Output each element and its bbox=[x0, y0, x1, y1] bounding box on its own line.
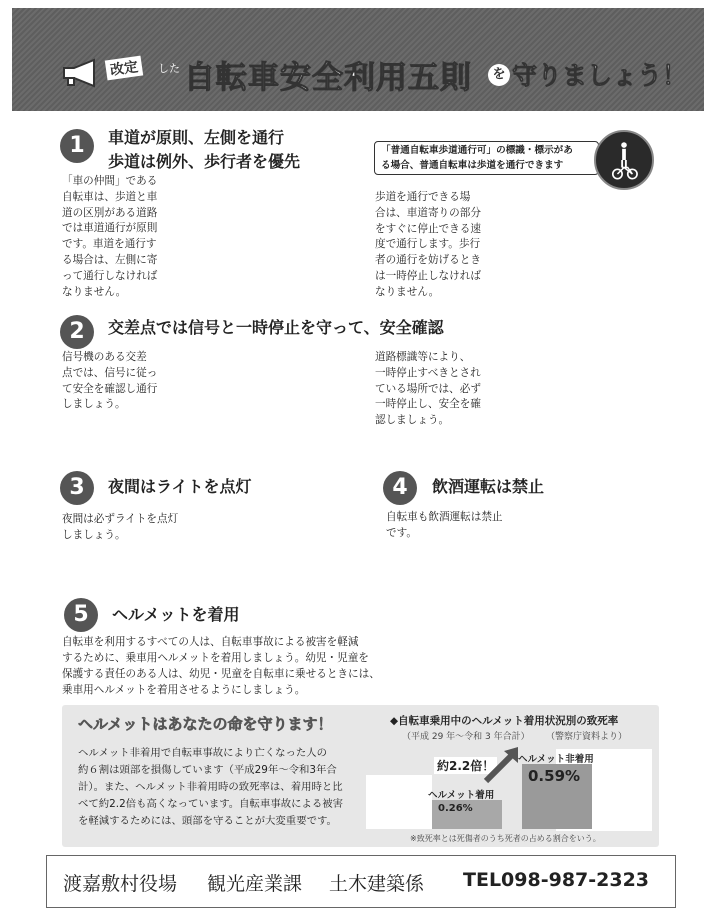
rule-2-right-line-3: ている場所では、必ず bbox=[375, 382, 481, 395]
rule-1-left-line-3: 道の区別がある道路 bbox=[62, 206, 158, 219]
rule-number-1: 1 bbox=[60, 129, 94, 163]
rule-2-title: 交差点では信号と一時停止を守って、安全確認 bbox=[108, 318, 444, 337]
rule-4-text bbox=[386, 510, 556, 542]
chart-title: ◆自転車乗用中のヘルメット着用状況別の致死率 bbox=[390, 715, 619, 727]
rule-1-title-line-1: 車道が原則、左側を通行 bbox=[108, 128, 285, 147]
chart-category-label-1: ヘルメット着用 bbox=[428, 790, 495, 802]
chart-increase-arrow-icon bbox=[482, 745, 522, 785]
wo-badge: を bbox=[488, 64, 510, 86]
header-content bbox=[60, 52, 688, 98]
chart-source: （警察庁資料より） bbox=[546, 732, 628, 742]
title-suffix: 守りましょう！ bbox=[512, 61, 688, 90]
rule-1-left-line-4: では車道通行が原則 bbox=[62, 222, 158, 235]
rule-3-line-2: しましょう。 bbox=[62, 528, 126, 541]
sidewalk-sign-note bbox=[374, 141, 599, 175]
rule-1-left-text bbox=[62, 174, 202, 300]
rule-4-line-1: 自転車も飲酒運転は禁止 bbox=[386, 511, 503, 523]
rule-2-right-line-1: 道路標識等により、 bbox=[375, 351, 471, 363]
rule-2-left-line-3: て安全を確認し通行 bbox=[62, 382, 158, 395]
page-title: 自転車安全利用五則 bbox=[184, 60, 472, 96]
contact-footer bbox=[46, 855, 676, 908]
rule-1-right-line-6: は一時停止しなければ bbox=[375, 269, 481, 282]
kaitei-label: 改定 bbox=[105, 56, 143, 81]
rule-5-line-1: 自転車を利用するすべての人は、自転車事故による被害を軽減 bbox=[62, 636, 359, 648]
rule-1-left-line-5: です。車道を通行す bbox=[62, 238, 157, 251]
rule-5-line-3: 保護する責任のある人は、幼児・児童を自転車に乗せるときには、 bbox=[62, 668, 380, 680]
rule-number-2: 2 bbox=[60, 315, 94, 349]
chart-value-label-2: 0.59% bbox=[528, 767, 581, 786]
rule-1-left-line-8: なりません。 bbox=[62, 285, 127, 298]
rule-5-text bbox=[62, 634, 422, 698]
footer-office: 渡嘉敷村役場 bbox=[63, 873, 178, 895]
rule-1-title-line-2: 歩道は例外、歩行者を優先 bbox=[108, 152, 301, 171]
rule-2-left-line-1: 信号機のある交差 bbox=[62, 351, 147, 363]
pedestrian-bicycle-sign-icon bbox=[594, 130, 654, 190]
rule-1-left-line-1: 「車の仲間」である bbox=[62, 175, 158, 187]
rule-number-3: 3 bbox=[60, 471, 94, 505]
helmet-box-text bbox=[78, 745, 368, 830]
sign-note-line-1: 「普通自転車歩道通行可」の標識・標示があ bbox=[381, 145, 573, 156]
helmet-info-box bbox=[62, 705, 659, 847]
rule-5-title: ヘルメットを着用 bbox=[112, 605, 240, 624]
rule-3-line-1: 夜間は必ずライトを点灯 bbox=[62, 513, 179, 525]
chart-subtitle: （平成 29 年～令和 3 年合計） bbox=[402, 732, 530, 742]
rule-3-title: 夜間はライトを点灯 bbox=[108, 477, 252, 496]
rule-number-4: 4 bbox=[383, 471, 417, 505]
rule-number-5: 5 bbox=[64, 598, 98, 632]
rule-1-left-line-6: る場合は、左側に寄 bbox=[62, 253, 158, 266]
rule-5-line-2: するために、乗車用ヘルメットを着用しましょう。幼児・児童を bbox=[62, 652, 369, 664]
helmet-box-title: ヘルメットはあなたの命を守ります！ bbox=[78, 715, 333, 733]
shita-label: した bbox=[158, 62, 180, 75]
rule-1-right-text bbox=[375, 190, 525, 301]
footer-tel: TEL098-987-2323 bbox=[463, 869, 650, 891]
rule-4-title: 飲酒運転は禁止 bbox=[432, 477, 545, 496]
rule-5-line-4: 乗車用ヘルメットを着用させるようにしましょう。 bbox=[62, 684, 306, 696]
rule-2-left-line-4: しましょう。 bbox=[62, 398, 126, 411]
redaction-box-left bbox=[366, 775, 432, 829]
rule-2-right-line-5: 認しましょう。 bbox=[375, 414, 450, 427]
chart-category-label-2: ヘルメット非着用 bbox=[518, 754, 594, 766]
helmet-box-line-1: ヘルメット非着用で自転車事故により亡くなった人の bbox=[78, 747, 328, 759]
chart-ratio-annotation: 約2.2倍！ bbox=[434, 757, 497, 774]
footer-dept: 観光産業課 bbox=[207, 873, 303, 895]
chart-value-label-1: 0.26% bbox=[438, 803, 473, 815]
helmet-box-line-4: べて約2.2倍も高くなっています。自転車事故による被害 bbox=[78, 798, 344, 810]
rule-1-left-line-7: って通行しなければ bbox=[62, 269, 158, 282]
sign-note-line-2: る場合、普通自転車は歩道を通行できます bbox=[381, 160, 564, 171]
helmet-box-line-2: 約６割は頭部を損傷しています（平成29年～令和3年合 bbox=[78, 764, 337, 776]
rule-2-left-line-2: 点では、信号に従っ bbox=[62, 366, 158, 379]
rule-2-right-line-2: 一時停止すべきとされ bbox=[375, 366, 481, 379]
header-banner bbox=[12, 8, 704, 111]
rule-3-text bbox=[62, 512, 232, 544]
rule-1-right-line-1: 歩道を通行できる場 bbox=[375, 191, 471, 203]
megaphone-icon bbox=[60, 58, 104, 88]
rule-1-right-line-2: 合は、車道寄りの部分 bbox=[375, 206, 481, 219]
chart-note: ※致死率とは死傷者のうち死者の占める割合をいう。 bbox=[410, 834, 601, 843]
rule-1-right-line-5: 者の通行を妨げるとき bbox=[375, 254, 481, 267]
helmet-box-line-5: を軽減するためには、頭部を守ることが大変重要です。 bbox=[78, 815, 337, 827]
rule-2-left-text bbox=[62, 350, 212, 413]
rule-2-right-text bbox=[375, 350, 525, 429]
rule-1-right-line-3: をすぐに停止できる速 bbox=[375, 222, 481, 235]
footer-section: 土木建築係 bbox=[329, 873, 425, 895]
rule-2-right-line-4: 一時停止し、安全を確 bbox=[375, 398, 481, 411]
rule-1-right-line-4: 度で通行します。歩行 bbox=[375, 238, 481, 251]
rule-4-line-2: です。 bbox=[386, 526, 417, 539]
helmet-box-line-3: 計）。また、ヘルメット非着用時の致死率は、着用時と比 bbox=[78, 781, 343, 793]
rule-1-left-line-2: 自転車は、歩道と車 bbox=[62, 190, 158, 203]
rule-1-right-line-7: なりません。 bbox=[375, 285, 440, 298]
